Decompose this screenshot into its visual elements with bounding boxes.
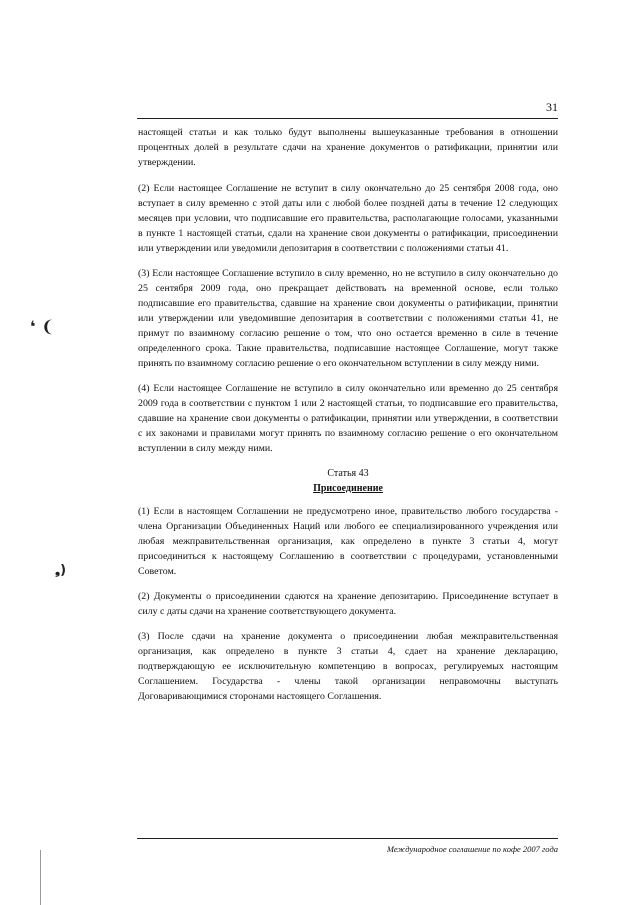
- binding-line: [40, 850, 41, 905]
- footer-title: Международное соглашение по кофе 2007 года: [386, 844, 558, 854]
- article-subtitle: Присоединение: [313, 483, 383, 494]
- continuation-paragraph: настоящей статьи и как только будут выполнены вышеуказанные требования в отношении процентных долей в результате сдачи на хранение документов о ратификации, принятии или утверждении.: [138, 127, 558, 168]
- paragraph-3: (3) Если настоящее Соглашение вступило в силу временно, но не вступило в силу окончательно до 25 сентября 2009 года, оно прекращает действовать на временной основе, если только подписавшие его правительства, сдавшие на хранение свои документы о ратификации, принятии или утверждении или уведомившие депозитария в соответствии с положениями статьи 41, не примут по взаимному согласию решение о том, что оно остается временно в силе в течение определенного срока. Такие правительства, подписавшие настоящее Соглашение, могут также принять по взаимному согласию решение о его окончательном вступлении в силу между ними.: [138, 268, 558, 369]
- margin-mark-icon: ❛ ❨: [30, 317, 55, 336]
- paragraph-2: (2) Если настоящее Соглашение не вступит в силу окончательно до 25 сентября 2008 года, оно вступает в силу временно с этой даты или с любой более поздней даты в течение 12 следующих месяцев при условии, что подписавшие его правительства, располагающие голосами, указанными в пункте 1 настоящей статьи, сдали на хранение свои документы о ратификации, присоединении или утверждении или уведомили депозитария в соответствии с положениями статьи 41.: [138, 183, 558, 254]
- paragraph-4: (4) Если настоящее Соглашение не вступило в силу окончательно или временно до 25 сентября 2009 года в соответствии с пунктом 1 или 2 настоящей статьи, то подписавшие его правительства, сдавшие на хранение свои документы о ратификации, принятии или утверждении, в соответствии с их законами и правилами могут принять по взаимному согласию решение о его окончательном вступлении в силу между ними.: [138, 383, 558, 454]
- article-paragraph-1: (1) Если в настоящем Соглашении не предусмотрено иное, правительство любого государства - члена Организации Объединенных Наций или любого ее специализированного учреждения или любая межправительственная организация, как определено в пункте 3 статьи 4, могут присоединиться к настоящему Соглашению в соответствии с процедурами, установленными Советом.: [138, 506, 558, 577]
- article-paragraph-2: (2) Документы о присоединении сдаются на хранение депозитарию. Присоединение вступает в силу с даты сдачи на хранение соответствующего документа.: [138, 591, 558, 617]
- article-title: Статья 43: [327, 468, 369, 479]
- page-content: [138, 125, 558, 714]
- header-rule: [137, 118, 558, 119]
- footer-rule: [137, 838, 558, 839]
- article-paragraph-3: (3) После сдачи на хранение документа о присоединении любая межправительственная организация, как определено в пункте 3 статьи 4, сдает на хранение декларацию, подтверждающую ее исключительную компетенцию в вопросах, регулируемых настоящим Соглашением. Государства - члены такой организации неправомочны выступать Договаривающимися сторонами настоящего Соглашения.: [138, 631, 558, 702]
- margin-mark-small-icon: ❟): [55, 563, 67, 578]
- page-number: 31: [546, 100, 558, 114]
